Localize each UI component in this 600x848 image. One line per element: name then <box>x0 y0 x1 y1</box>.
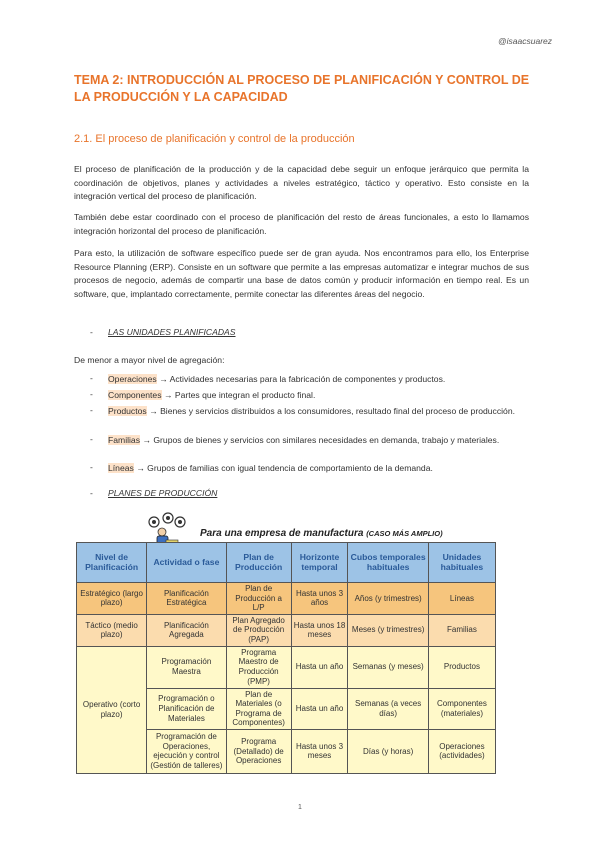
term-lineas: Líneas <box>108 463 134 473</box>
dash-bullet: - <box>90 389 93 399</box>
table-cell: Semanas (y meses) <box>348 646 428 688</box>
table-cell: Plan Agregado de Producción (PAP) <box>226 614 291 646</box>
table-cell: Hasta unos 18 meses <box>291 614 348 646</box>
table-cell: Productos <box>428 646 495 688</box>
column-header: Actividad o fase <box>147 543 226 583</box>
dash-bullet: - <box>90 373 93 383</box>
table-cell: Semanas (a veces días) <box>348 688 428 729</box>
page-title: TEMA 2: INTRODUCCIÓN AL PROCESO DE PLANIFICACIÓN Y CONTROL DE LA PRODUCCIÓN Y LA CAPACIDAD <box>74 73 530 104</box>
figure-title-text: Para una empresa de manufactura <box>200 528 364 539</box>
table-header-row <box>77 543 496 583</box>
paragraph: También debe estar coordinado con el proceso de planificación del resto de áreas funcionales, a esto lo llamamos integración horizontal del proceso de planificación. <box>74 212 529 236</box>
table-cell: Meses (y trimestres) <box>348 614 428 646</box>
paragraph: Para esto, la utilización de software específico puede ser de gran ayuda. Nos encontramos para ello, los Enterprise Resource Planning (ERP). Consiste en un software que permite a las empresas automatizar e integrar muchos de sus procesos de negocio, además de compartir una base de datos común y producir información en tiempo real. Es un software, que, implantado correctamente, permite conectar las diferentes áreas del negocio. <box>74 248 529 299</box>
production-plans-table <box>76 542 496 774</box>
table-cell: Táctico (medio plazo) <box>77 614 147 646</box>
list-item <box>108 405 528 419</box>
list-item-text: → Bienes y servicios distribuidos a los consumidores, resultado final del proceso de producción. <box>146 406 515 416</box>
table-cell: Estratégico (largo plazo) <box>77 583 147 615</box>
table-row-operative <box>77 646 496 688</box>
table-cell: Hasta un año <box>291 688 348 729</box>
figure-title-note: (CASO MÁS AMPLIO) <box>366 529 443 538</box>
table-cell: Plan de Materiales (o Programa de Componentes) <box>226 688 291 729</box>
table-cell: Hasta unos 3 años <box>291 583 348 615</box>
table-cell: Plan de Producción a L/P <box>226 583 291 615</box>
dash-bullet: - <box>90 434 93 444</box>
list-item <box>108 389 528 403</box>
table-cell: Programa Maestro de Producción (PMP) <box>226 646 291 688</box>
table-cell: Familias <box>428 614 495 646</box>
dash-bullet: - <box>90 327 93 337</box>
column-header: Horizonte temporal <box>291 543 348 583</box>
column-header: Cubos temporales habituales <box>348 543 428 583</box>
table-cell: Planificación Estratégica <box>147 583 226 615</box>
paragraph: El proceso de planificación de la producción y de la capacidad debe seguir un enfoque jerárquico que permita la coordinación de objetivos, planes y actividades a niveles estratégico, táctico y operativo. Esto consiste en la integración vertical del proceso de planificación. <box>74 164 529 202</box>
table-cell: Programación o Planificación de Materiales <box>147 688 226 729</box>
table-cell: Hasta un año <box>291 646 348 688</box>
column-header: Nivel de Planificación <box>77 543 147 583</box>
table-cell: Líneas <box>428 583 495 615</box>
column-header: Unidades habituales <box>428 543 495 583</box>
table-cell: Componentes (materiales) <box>428 688 495 729</box>
table-cell: Operaciones (actividades) <box>428 729 495 773</box>
section-heading: 2.1. El proceso de planificación y control de la producción <box>74 133 355 145</box>
table-row-strategic <box>77 583 496 615</box>
dash-bullet: - <box>90 405 93 415</box>
table-cell: Programación de Operaciones, ejecución y control (Gestión de talleres) <box>147 729 226 773</box>
figure-title <box>200 528 443 539</box>
term-productos: Productos <box>108 406 147 416</box>
list-item <box>108 462 528 476</box>
plans-heading: PLANES DE PRODUCCIÓN <box>108 488 218 498</box>
list-item-text: → Actividades necesarias para la fabricación de componentes y productos. <box>156 374 446 384</box>
table-cell: Años (y trimestres) <box>348 583 428 615</box>
table-cell: Días (y horas) <box>348 729 428 773</box>
page-number: 1 <box>298 804 302 811</box>
table-row-tactical <box>77 614 496 646</box>
term-operaciones: Operaciones <box>108 374 157 384</box>
list-item-text: → Grupos de bienes y servicios con similares necesidades en demanda, trabajo y materiales. <box>140 435 500 445</box>
table-cell: Operativo (corto plazo) <box>77 646 147 773</box>
column-header: Plan de Producción <box>226 543 291 583</box>
term-familias: Familias <box>108 435 140 445</box>
dash-bullet: - <box>90 462 93 472</box>
table-cell: Programa (Detallado) de Operaciones <box>226 729 291 773</box>
term-componentes: Componentes <box>108 390 162 400</box>
list-item <box>108 373 528 387</box>
table-cell: Planificación Agregada <box>147 614 226 646</box>
dash-bullet: - <box>90 488 93 498</box>
author-handle: @isaacsuarez <box>498 36 552 46</box>
list-item-text: → Partes que integran el producto final. <box>161 390 316 400</box>
aggregation-intro: De menor a mayor nivel de agregación: <box>74 355 225 365</box>
units-heading: LAS UNIDADES PLANIFICADAS <box>108 327 236 337</box>
list-item-text: → Grupos de familias con igual tendencia de comportamiento de la demanda. <box>133 463 433 473</box>
table-cell: Programación Maestra <box>147 646 226 688</box>
table-cell: Hasta unos 3 meses <box>291 729 348 773</box>
list-item <box>108 434 528 448</box>
